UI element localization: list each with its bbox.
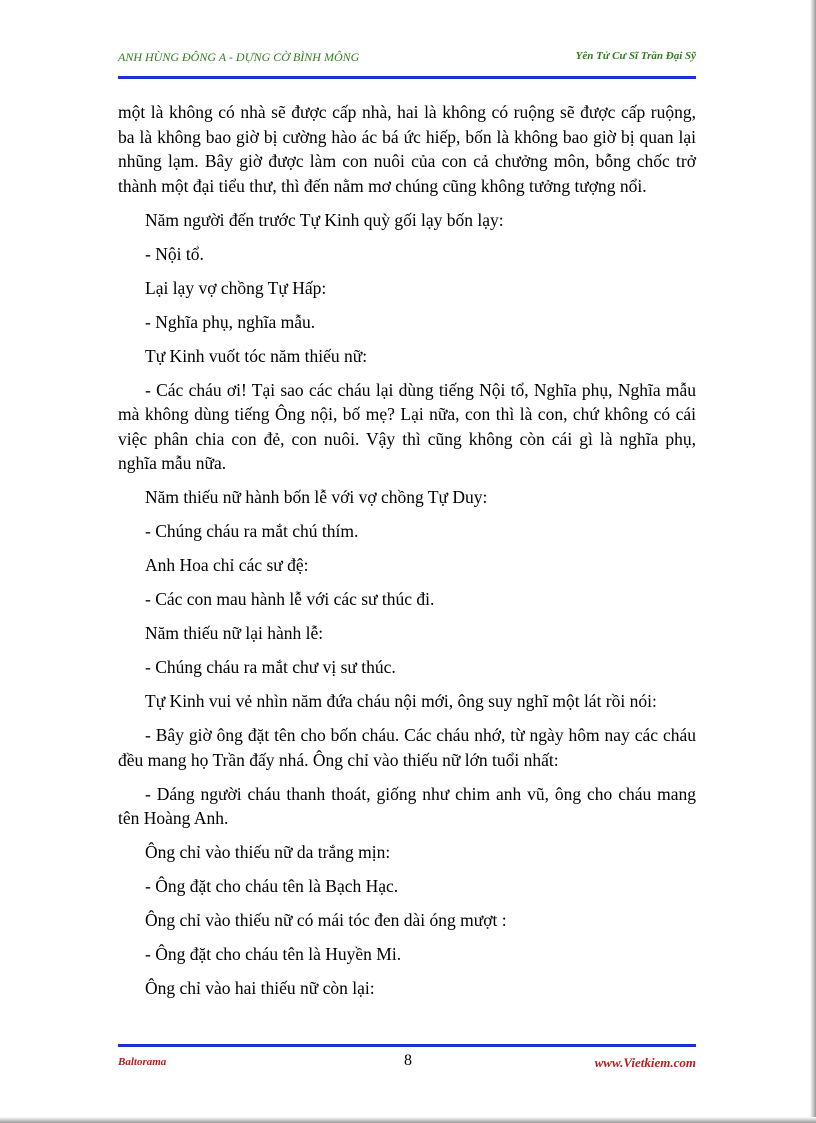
paragraph: - Các con mau hành lễ với các sư thúc đi.	[145, 589, 435, 609]
paragraph: - Nội tổ.	[145, 243, 204, 264]
paragraph: Ông chỉ vào hai thiếu nữ còn lại:	[145, 978, 375, 998]
paragraph: - Dáng người cháu thanh thoát, giống như chim anh vũ, ông cho cháu mang tên Hoàng Anh.	[118, 783, 696, 828]
paragraph: - Chúng cháu ra mắt chú thím.	[145, 521, 359, 541]
paragraph: Ông chỉ vào thiếu nữ da trắng mịn:	[145, 842, 391, 862]
paragraph: - Nghĩa phụ, nghĩa mẫu.	[145, 311, 316, 332]
paragraph: Năm người đến trước Tự Kinh quỳ gối lạy bốn lạy:	[145, 209, 504, 230]
paragraph: Ông chỉ vào thiếu nữ có mái tóc đen dài óng mượt :	[145, 910, 507, 930]
paragraph: Tự Kinh vuốt tóc năm thiếu nữ:	[145, 345, 368, 366]
header-rule	[118, 76, 696, 79]
paragraph: Lại lạy vợ chồng Tự Hấp:	[145, 277, 327, 298]
paragraph: - Ông đặt cho cháu tên là Bạch Hạc.	[145, 876, 399, 896]
paragraph: - Bây giờ ông đặt tên cho bốn cháu. Các cháu nhớ, từ ngày hôm nay các cháu đều mang họ Trần đấy nhá. Ông chỉ vào thiếu nữ lớn tuổi nhất:	[118, 725, 696, 770]
footer-rule	[118, 1044, 696, 1047]
page-body	[118, 100, 696, 1010]
paragraph: Năm thiếu nữ lại hành lễ:	[145, 623, 324, 643]
page-shadow-right	[810, 0, 816, 1123]
website-link[interactable]: www.Vietkiem.com	[594, 1055, 696, 1070]
paragraph: Anh Hoa chỉ các sư đệ:	[145, 555, 309, 575]
paragraph: Năm thiếu nữ hành bốn lễ với vợ chồng Tự Duy:	[145, 487, 488, 507]
page-shadow-bottom	[0, 1117, 816, 1123]
paragraph: Tự Kinh vui vẻ nhìn năm đứa cháu nội mới, ông suy nghĩ một lát rồi nói:	[145, 691, 657, 711]
book-title: ANH HÙNG ĐÔNG A - DỰNG CỜ BÌNH MÔNG	[118, 50, 360, 64]
page-number: 8	[404, 1052, 412, 1069]
footer-source: Baltorama	[118, 1056, 167, 1068]
paragraph: - Các cháu ơi! Tại sao các cháu lại dùng tiếng Nội tổ, Nghĩa phụ, Nghĩa mẫu mà không dùng tiếng Ông nội, bố mẹ? Lại nữa, con thì là con, chứ không có cái việc phân chia con đẻ, con nuôi. Vậy thì cũng không còn cái gì là nghĩa phụ, nghĩa mẫu nữa.	[118, 379, 696, 473]
paragraph: - Ông đặt cho cháu tên là Huyền Mi.	[145, 944, 402, 964]
paragraph: - Chúng cháu ra mắt chư vị sư thúc.	[145, 657, 396, 677]
page-header	[118, 50, 696, 70]
paragraph: một là không có nhà sẽ được cấp nhà, hai là không có ruộng sẽ được cấp ruộng, ba là không bao giờ bị cường hào ác bá ức hiếp, bốn là không bao giờ bị quan lại nhũng lạm. Bây giờ được làm con nuôi của con cả chưởng môn, bỗng chốc trở thành một đại tiểu thư, thì đến nằm mơ chúng cũng không tưởng tượng nổi.	[118, 102, 696, 196]
author-name: Yên Tử Cư Sĩ Trần Đại Sỹ	[575, 50, 696, 62]
